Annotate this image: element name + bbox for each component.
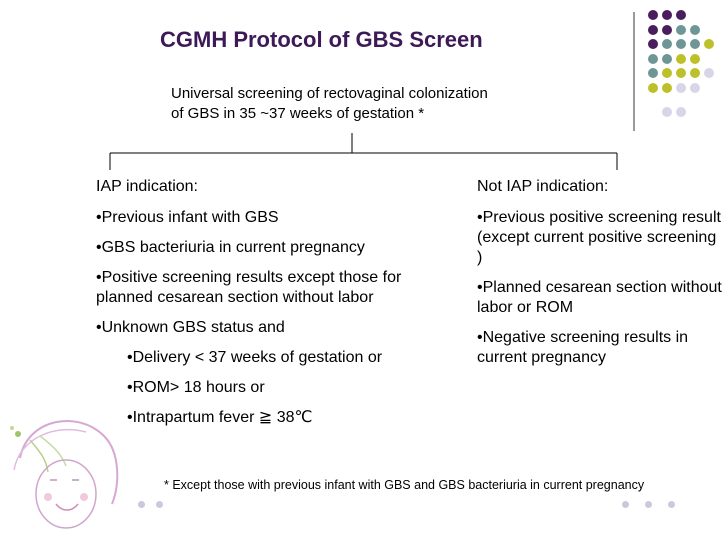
dot-icon [676,54,686,64]
not-iap-indication-column [477,177,725,378]
dot-icon [676,107,686,117]
dot-icon [690,54,700,64]
dot-icon [690,39,700,49]
intro-line-1: Universal screening of rectovaginal colonization [171,85,488,102]
iap-subitem: •Delivery < 37 weeks of gestation or [127,349,383,366]
dot-icon [704,68,714,78]
dot-icon [662,25,672,35]
not-iap-item: •Previous positive screening result (except current positive screening ) [477,209,721,266]
dot-icon [704,39,714,49]
dot-icon [676,25,686,35]
iap-item: •Unknown GBS status and [96,319,285,336]
dot-icon [690,68,700,78]
dot-icon [662,54,672,64]
slide-title: CGMH Protocol of GBS Screen [160,27,483,52]
decorative-divider [633,12,635,131]
decorative-dot-grid [648,10,720,120]
dot-icon [138,501,145,508]
dot-icon [676,68,686,78]
dot-icon [676,39,686,49]
girl-doodle-icon [0,400,130,546]
dot-icon [662,107,672,117]
dot-icon [662,10,672,20]
dot-icon [676,83,686,93]
dot-icon [648,83,658,93]
not-iap-item: •Planned cesarean section without labor or ROM [477,279,722,316]
dot-icon [668,501,675,508]
iap-item: •Previous infant with GBS [96,209,279,226]
dot-icon [662,83,672,93]
dot-icon [676,10,686,20]
iap-subitem: •Intrapartum fever ≧ 38℃ [127,409,313,426]
dot-icon [622,501,629,508]
iap-heading: IAP indication: [96,178,198,195]
dot-icon [690,25,700,35]
dot-icon [662,39,672,49]
iap-subitem: •ROM> 18 hours or [127,379,265,396]
iap-item: •GBS bacteriuria in current pregnancy [96,239,365,256]
not-iap-heading: Not IAP indication: [477,178,609,195]
dot-icon [662,68,672,78]
iap-indication-column [96,177,441,438]
dot-icon [690,83,700,93]
dot-icon [648,54,658,64]
intro-line-2: of GBS in 35 ~37 weeks of gestation * [171,105,425,122]
dot-icon [648,10,658,20]
iap-item: •Positive screening results except those for planned cesarean section without labor [96,269,402,306]
footnote: * Except those with previous infant with GBS and GBS bacteriuria in current pregnancy [164,478,645,492]
dot-icon [648,25,658,35]
dot-icon [648,68,658,78]
not-iap-item: •Negative screening results in current pregnancy [477,329,689,366]
dot-icon [648,39,658,49]
dot-icon [156,501,163,508]
dot-icon [645,501,652,508]
